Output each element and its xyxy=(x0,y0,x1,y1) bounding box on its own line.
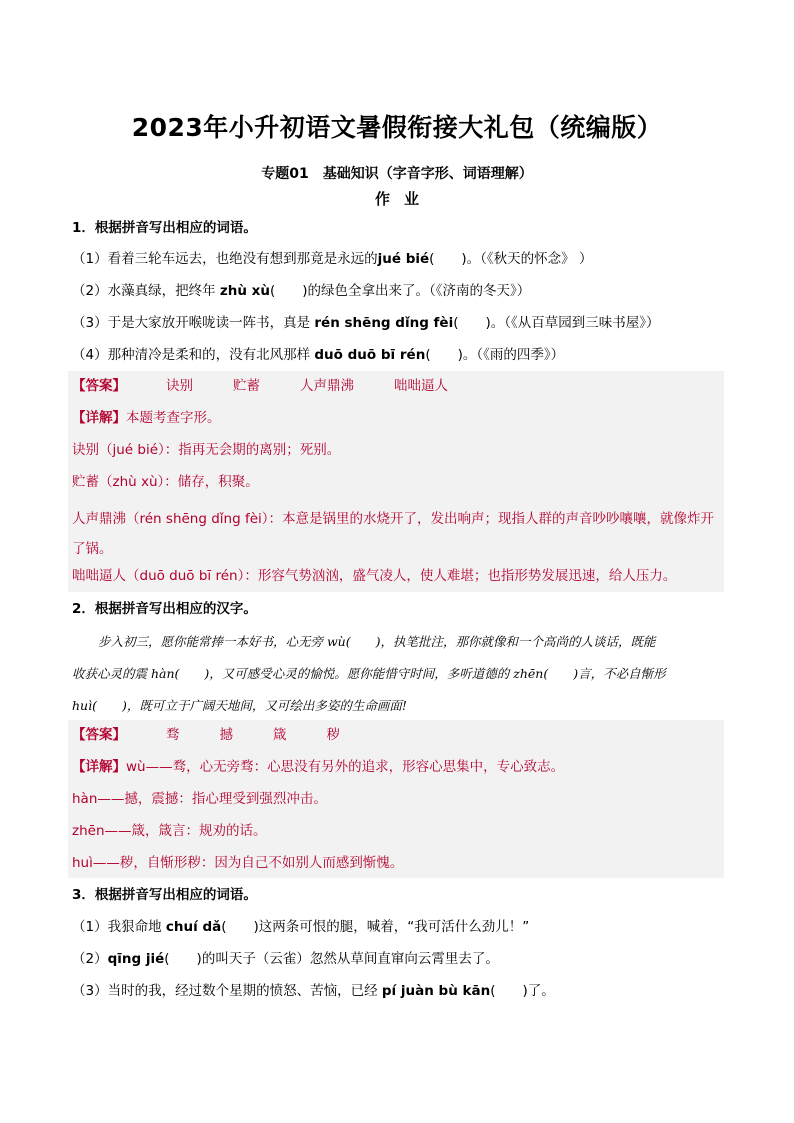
q2-heading: 2．根据拼音写出相应的汉字。 xyxy=(72,601,257,617)
q2-detail-4: huì——秽，自惭形秽：因为自己不如别人而感到惭愧。 xyxy=(72,855,404,871)
q1-detail-1: 诀别（jué bié）：指再无会期的离别；死别。 xyxy=(72,442,341,458)
q1-detail-3: 人声鼎沸（rén shēng dǐng fèi）：本意是锅里的水烧开了，发出响声；现指人群的声音吵吵嚷嚷，就像炸开了锅。 xyxy=(72,511,715,557)
q1-heading: 1．根据拼音写出相应的词语。 xyxy=(72,220,257,236)
q3-item-2: （2）qīng jié( )的叫天子（云雀）忽然从草间直窜向云霄里去了。 xyxy=(72,951,499,967)
q1-item-2: （2）水藻真绿，把终年 zhù xù( )的绿色全拿出来了。（《济南的冬天》） xyxy=(72,283,531,299)
q2-detail-2: hàn——撼，震撼：指心理受到强烈冲击。 xyxy=(72,791,327,807)
q2-detail-3: zhēn——箴，箴言：规劝的话。 xyxy=(72,823,267,839)
q1-detail-intro: 【详解】本题考查字形。 xyxy=(72,410,221,426)
q1-item-1: （1）看着三轮车远去，也绝没有想到那竟是永远的jué bié( )。（《秋天的怀念》 ） xyxy=(72,251,593,267)
q1-answer-line: 【答案】 诀别 贮蓄 人声鼎沸 咄咄逼人 xyxy=(72,378,448,394)
q2-answer-line: 【答案】 骛 撼 箴 秽 xyxy=(72,727,340,743)
q3-heading: 3．根据拼音写出相应的词语。 xyxy=(72,887,257,903)
q1-detail-2: 贮蓄（zhù xù）：储存，积聚。 xyxy=(72,474,259,490)
q3-item-3: （3）当时的我，经过数个星期的愤怒、苦恼，已经 pí juàn bù kān( )了。 xyxy=(72,983,555,999)
q2-detail-1: 【详解】wù——骛，心无旁骛：心思没有另外的追求，形容心思集中，专心致志。 xyxy=(72,759,565,775)
page-title: 2023年小升初语文暑假衔接大礼包（统编版） xyxy=(131,113,663,142)
q3-item-1: （1）我狠命地 chuí dǎ( )这两条可恨的腿，喊着，“我可活什么劲儿！” xyxy=(72,919,530,935)
q1-item-3: （3）于是大家放开喉咙读一阵书，真是 rén shēng dǐng fèi( )。（《从百草园到三味书屋》） xyxy=(72,315,660,331)
section-label: 作业 xyxy=(374,190,433,208)
q2-passage: 步入初三，愿你能常捧一本好书，心无旁 wù( )，执笔批注，那你就像和一个高尚的人谈话，既能 收获心灵的震 hàn( )，又可感受心灵的愉悦。愿你能惜守时间，多听道德的 zhēn( )言，不必自惭形 huì( )，既可立于广阔天地间，又可绘出多姿的生命画面! xyxy=(72,634,666,713)
q1-item-4: （4）那种清冷是柔和的，没有北风那样 duō duō bī rén( )。（《雨的四季》） xyxy=(72,347,565,363)
page-subtitle: 专题01 基础知识（字音字形、词语理解） xyxy=(261,166,533,182)
q1-detail-4: 咄咄逼人（duō duō bī rén）：形容气势汹汹，盛气凌人，使人难堪；也指形势发展迅速，给人压力。 xyxy=(72,568,677,584)
